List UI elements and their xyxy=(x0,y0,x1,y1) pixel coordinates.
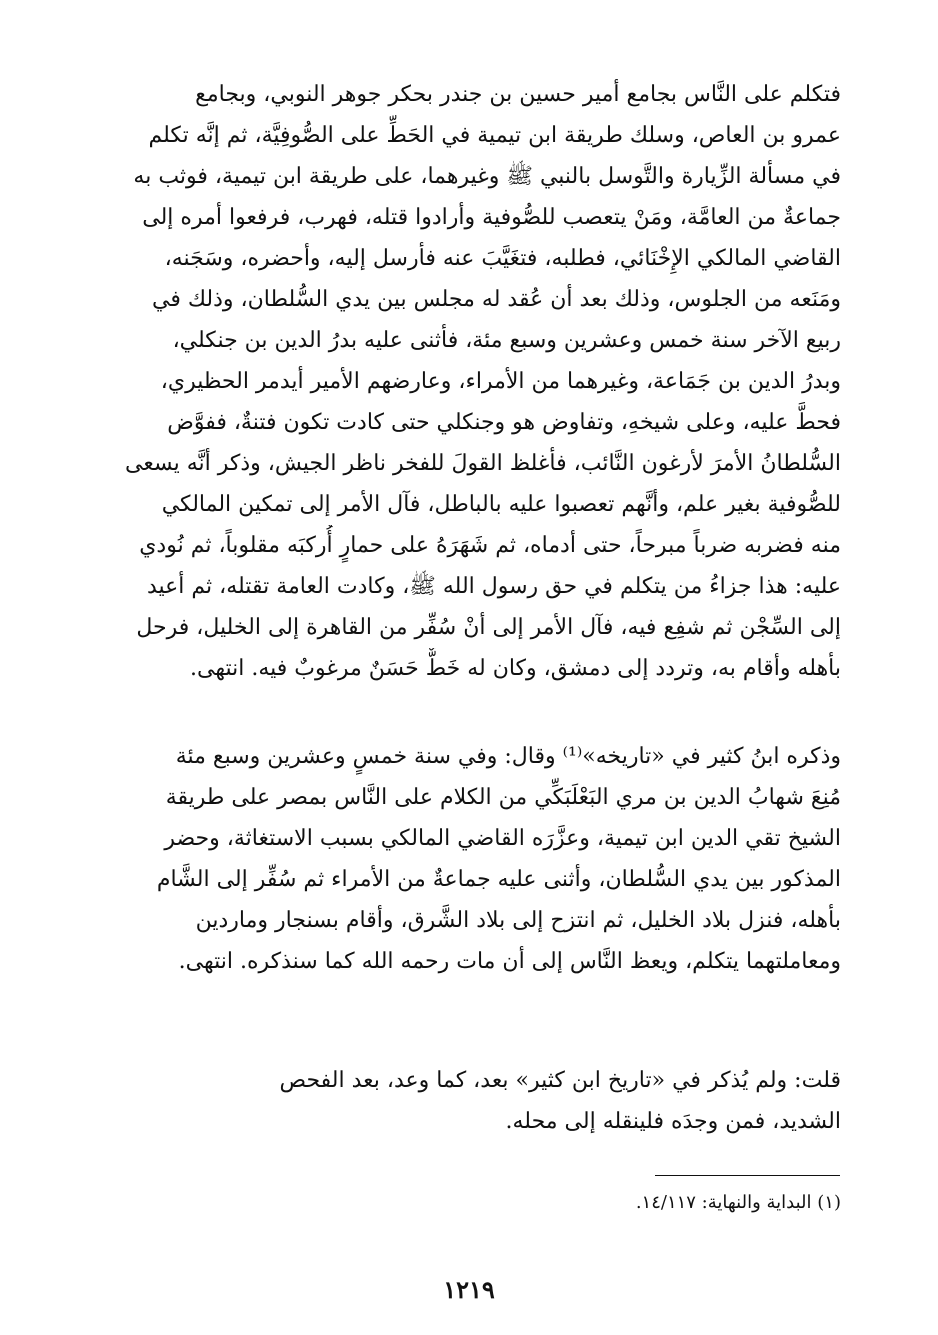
text-line: مُنِعَ شهابُ الدين بن مري البَعْلَبَكِّي من الكلام على النَّاس بمصر على طريقة xyxy=(165,785,841,810)
text-line: عمرو بن العاص، وسلك طريقة ابن تيمية في الحَطِّ على الصُّوفِيَّة، ثم إنَّه تكلم xyxy=(148,123,841,148)
footnote-divider xyxy=(655,1175,840,1176)
text-line: فتكلم على النَّاس بجامع أمير حسين بن جندر بحكر جوهر النوبي، وبجامع xyxy=(195,82,841,107)
text-line: للصُّوفية بغير علم، وأنَّهم تعصبوا عليه بالباطل، فآل الأمر إلى تمكين المالكي xyxy=(161,492,841,517)
text-line: الشديد، فمن وجدَه فلينقله إلى محله. xyxy=(505,1109,841,1134)
text-line: إلى السِّجْن ثم شفِع فيه، فآل الأمر إلى أنْ سُفِّر من القاهرة إلى الخليل، فرحل xyxy=(136,615,841,640)
text-line: وبدرُ الدين بن جَمَاعة، وغيرهما من الأمراء، وعارضهم الأمير أيدمر الحظيري، xyxy=(160,369,841,394)
text-line: في مسألة الزِّيارة والتَّوسل بالنبي ﷺ وغيرهما، على طريقة ابن تيمية، فوثب به xyxy=(133,164,841,189)
text-line: منه فضربه ضرباً مبرحاً، حتى أدماه، ثم شَهَرَهُ على حمارٍ أُركبَه مقلوباً، ثم نُودي xyxy=(139,533,841,558)
text-line: الشيخ تقي الدين ابن تيمية، وعزَّرَه القاضي المالكي بسبب الاستغاثة، وحضر xyxy=(164,826,841,851)
text-line: فحطَّ عليه، وعلى شيخهِ، وتفاوض هو وجنكلي حتى كادت تكون فتنةٌ، ففوَّض xyxy=(167,410,841,435)
paragraph-1 xyxy=(95,74,841,689)
text-line: المذكور بين يدي السُّلطان، وأثنى عليه جماعةٌ من الأمراء ثم سُفِّر إلى الشَّام xyxy=(156,867,841,892)
text-line: عليه: هذا جزاءُ من يتكلم في حق رسول الله ﷺ، وكادت العامة تقتله، ثم أعيد xyxy=(146,574,841,599)
text-line: وذكره ابنُ كثير في «تاريخه»⁽¹⁾ وقال: وفي سنة خمسٍ وعشرين وسبع مئة xyxy=(175,744,841,769)
paragraph-2 xyxy=(95,736,841,982)
text-line: القاضي المالكي الإِخْنَائي، فطلبه، فتغَيَّبَ عنه فأرسل إليه، وأحضره، وسَجَنه، xyxy=(164,246,841,271)
page-number: ١٢١٩ xyxy=(443,1275,495,1304)
footnote: (١) البداية والنهاية: ١٤/١١٧. xyxy=(635,1192,841,1213)
text-line: ومَنَعه من الجلوس، وذلك بعد أن عُقد له مجلس بين يدي السُّلطان، وذلك في xyxy=(151,287,841,312)
text-line: السُّلطانُ الأمرَ لأرغون النَّائب، فأغلظ القولَ للفخر ناظر الجيش، وذكر أنَّه يسعى xyxy=(125,451,841,476)
text-line: ربيع الآخر سنة خمس وعشرين وسبع مئة، فأثنى عليه بدرُ الدين بن جنكلي، xyxy=(172,328,841,353)
text-line: ومعاملتهما يتكلم، ويعظ النَّاس إلى أن مات رحمه الله كما سنذكره. انتهى. xyxy=(178,949,841,974)
paragraph-3 xyxy=(95,1060,841,1142)
text-line: بأهله، فنزل بلاد الخليل، ثم انتزح إلى بلاد الشَّرق، وأقام بسنجار وماردين xyxy=(195,908,841,933)
text-line: جماعةٌ من العامَّة، ومَنْ يتعصب للصُّوفية وأرادوا قتله، فهرب، فرفعوا أمره إلى xyxy=(142,205,841,230)
text-line: بأهله وأقام به، وتردد إلى دمشق، وكان له خَطٌّ حَسَنٌ مرغوبٌ فيه. انتهى. xyxy=(189,656,841,681)
text-line: قلت: ولم يُذكر في «تاريخ ابن كثير» بعد، كما وعد، بعد الفحص xyxy=(279,1068,841,1093)
